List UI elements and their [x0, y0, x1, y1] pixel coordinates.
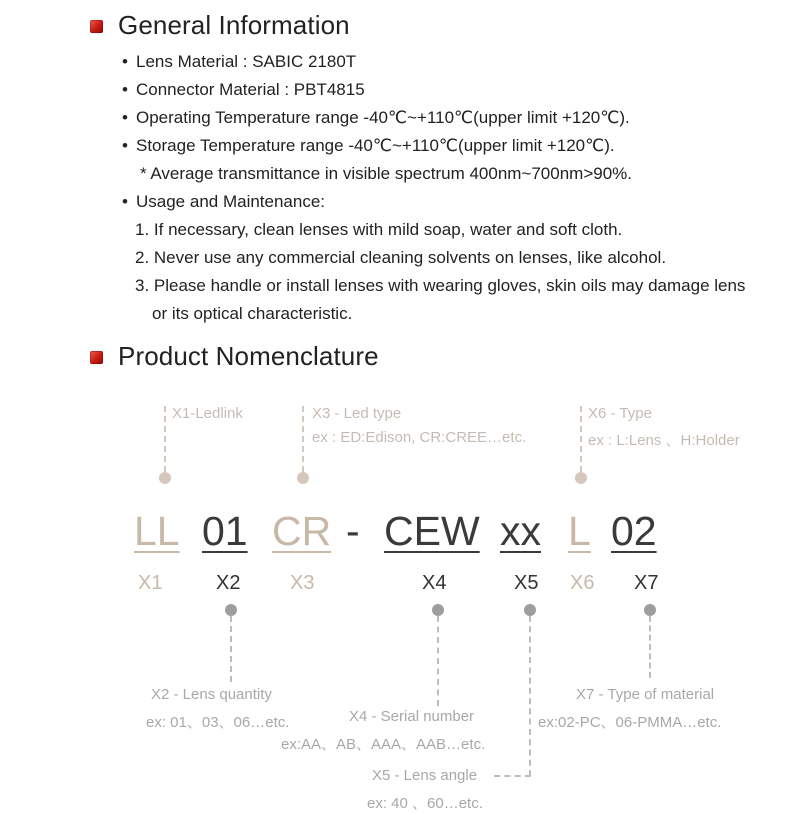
label-x7: X7 [634, 572, 659, 594]
x4-note-example: ex:AA、AB、AAA、AAB…etc. [281, 736, 486, 753]
usage-item-3: 3. Please handle or install lenses with wearing gloves, skin oils may damage lens [135, 276, 746, 295]
label-x1: X1 [138, 572, 163, 594]
x5-connector-line [529, 616, 531, 776]
x1-connector-line [164, 406, 166, 472]
code-x5: xx [500, 508, 541, 554]
bullet-icon: • [122, 192, 128, 211]
usage-item-1: 1. If necessary, clean lenses with mild soap, water and soft cloth. [135, 220, 623, 239]
connector-material-item: • Connector Material : PBT4815 [122, 80, 365, 99]
x1-note-title: X1-Ledlink [172, 405, 243, 422]
x3-note-title: X3 - Led type [312, 405, 402, 422]
x2-note-example: ex: 01、03、06…etc. [146, 714, 290, 731]
bullet-icon: • [122, 136, 128, 155]
x7-note-title: X7 - Type of material [576, 686, 715, 703]
label-x2: X2 [216, 572, 241, 594]
x6-note-title: X6 - Type [588, 405, 652, 422]
usage-item-2: 2. Never use any commercial cleaning solvents on lenses, like alcohol. [135, 248, 667, 267]
x5-note-title: X5 - Lens angle [372, 767, 478, 784]
x3-dot [297, 472, 309, 484]
x4-connector-line [437, 616, 439, 706]
bullet-icon: • [122, 108, 128, 127]
x7-note-example: ex:02-PC、06-PMMA…etc. [538, 714, 722, 731]
bullet-icon: • [122, 52, 128, 71]
x6-dot [575, 472, 587, 484]
x7-connector-line [649, 616, 651, 678]
storage-temp-item: • Storage Temperature range -40℃~+110℃(upper limit +120℃). [122, 136, 615, 155]
usage-title-item: • Usage and Maintenance: [122, 192, 326, 211]
nomenclature-title: Product Nomenclature [118, 341, 379, 371]
x3-connector-line [302, 406, 304, 472]
code-separator: - [346, 508, 360, 554]
section-marker-icon [90, 351, 103, 364]
x2-connector-line [230, 616, 232, 682]
x6-connector-line [580, 406, 582, 472]
x4-note-title: X4 - Serial number [349, 708, 475, 725]
transmittance-note: * Average transmittance in visible spectrum 400nm~700nm>90%. [140, 164, 633, 183]
x2-dot [225, 604, 237, 616]
usage-item-3-continued: or its optical characteristic. [152, 304, 353, 323]
x5-horizontal-line [494, 775, 531, 777]
x3-note-example: ex : ED:Edison, CR:CREE…etc. [312, 429, 527, 446]
label-x3: X3 [290, 572, 315, 594]
code-x2: 01 [202, 508, 248, 554]
x5-note-example: ex: 40 、60…etc. [367, 795, 483, 812]
general-info-title: General Information [118, 10, 350, 40]
label-x6: X6 [570, 572, 595, 594]
x2-note-title: X2 - Lens quantity [151, 686, 272, 703]
code-x4: CEW [384, 508, 480, 554]
bullet-icon: • [122, 80, 128, 99]
x7-dot [644, 604, 656, 616]
section-marker-icon [90, 20, 103, 33]
x6-note-example: ex : L:Lens 、H:Holder [588, 432, 740, 449]
x4-dot [432, 604, 444, 616]
label-x5: X5 [514, 572, 539, 594]
code-x7: 02 [611, 508, 657, 554]
code-x3: CR [272, 508, 332, 554]
x5-dot [524, 604, 536, 616]
x1-dot [159, 472, 171, 484]
code-x1: LL [134, 508, 180, 554]
code-x6: L [568, 508, 591, 554]
operating-temp-item: • Operating Temperature range -40℃~+110℃(upper limit +120℃). [122, 108, 630, 127]
label-x4: X4 [422, 572, 447, 594]
lens-material-item: • Lens Material : SABIC 2180T [122, 52, 357, 71]
